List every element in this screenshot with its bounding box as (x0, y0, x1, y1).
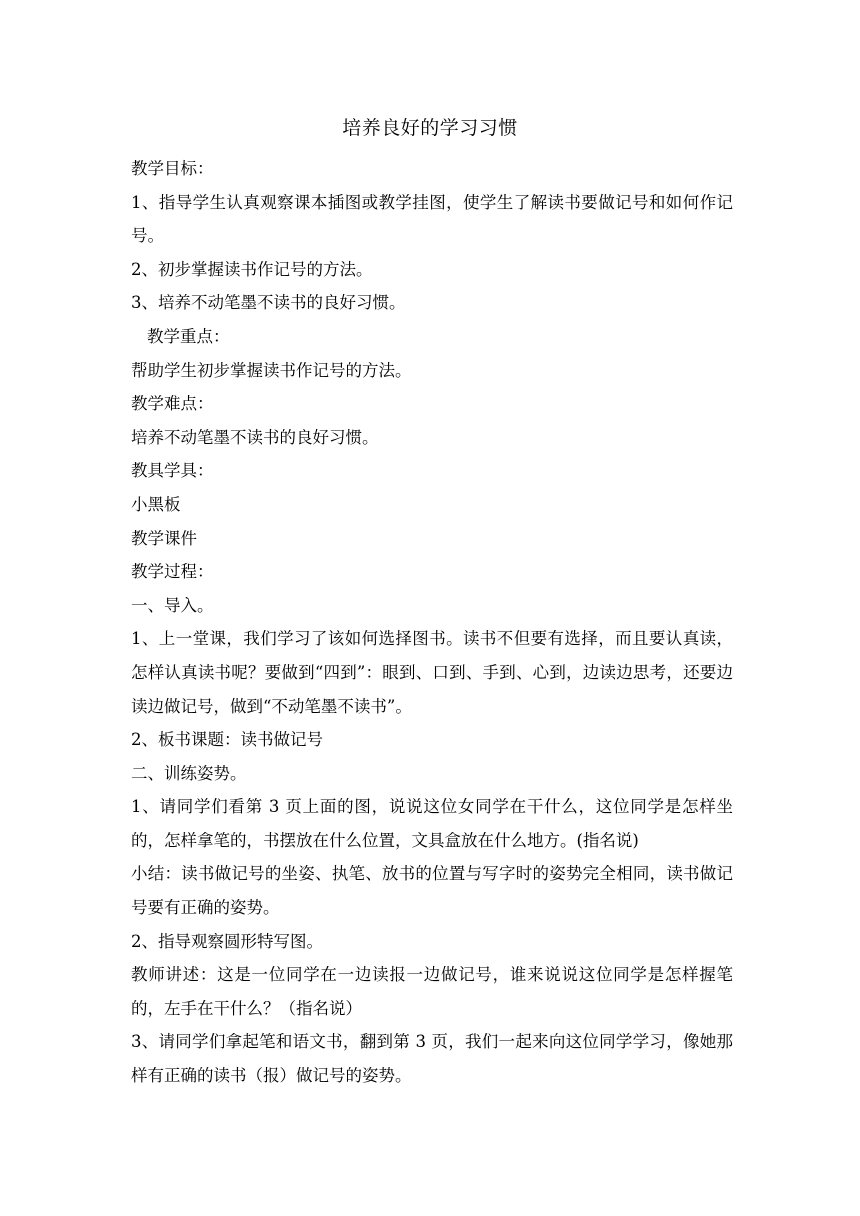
paragraph-intro-1: 1、上一堂课，我们学习了该如何选择图书。读书不但要有选择，而且要认真读，怎样认真读书呢？要做到“四到”：眼到、口到、手到、心到，边读边思考，还要边读边做记号，做到“不动笔墨不读书”。 (131, 629, 733, 716)
paragraph-key-points: 帮助学生初步掌握读书作记号的方法。 (131, 360, 412, 380)
paragraph-objective-3: 3、培养不动笔墨不读书的良好习惯。 (131, 293, 406, 313)
paragraph-objective-1: 1、指导学生认真观察课本插图或教学挂图，使学生了解读书要做记号和如何作记号。 (131, 192, 733, 246)
paragraph-process-heading: 教学过程： (131, 562, 214, 582)
document-body (131, 152, 733, 1093)
paragraph-objective-2: 2、初步掌握读书作记号的方法。 (131, 259, 373, 279)
paragraph-teacher-narration: 教师讲述：这是一位同学在一边读报一边做记号，谁来说说这位同学是怎样握笔的，左手在干什么？（指名说） (131, 965, 733, 1018)
paragraph-summary: 小结：读书做记号的坐姿、执笔、放书的位置与写字时的姿势完全相同，读书做记号要有正确的姿势。 (131, 864, 733, 918)
paragraph-section-posture: 二、训练姿势。 (131, 763, 247, 783)
paragraph-materials-heading: 教具学具： (131, 461, 214, 481)
paragraph-posture-3: 3、请同学们拿起笔和语文书，翻到第 3 页，我们一起来向这位同学学习，像她那样有正确的读书（报）做记号的姿势。 (131, 1032, 733, 1086)
paragraph-section-intro: 一、导入。 (131, 595, 214, 615)
paragraph-objectives-heading: 教学目标： (131, 159, 214, 178)
paragraph-difficulties-heading: 教学难点： (131, 394, 214, 414)
paragraph-posture-1: 1、请同学们看第 3 页上面的图，说说这位女同学在干什么，这位同学是怎样坐的，怎样拿笔的，书摆放在什么位置，文具盒放在什么地方。(指名说) (131, 797, 733, 850)
paragraph-material-blackboard: 小黑板 (131, 494, 181, 514)
paragraph-posture-2: 2、指导观察圆形特写图。 (131, 931, 323, 951)
paragraph-intro-2: 2、板书课题：读书做记号 (131, 730, 323, 750)
document-title: 培养良好的学习习惯 (342, 117, 518, 139)
paragraph-difficulties: 培养不动笔墨不读书的良好习惯。 (131, 427, 379, 447)
paragraph-key-points-heading: 教学重点： (147, 326, 230, 346)
paragraph-material-courseware: 教学课件 (131, 528, 197, 548)
